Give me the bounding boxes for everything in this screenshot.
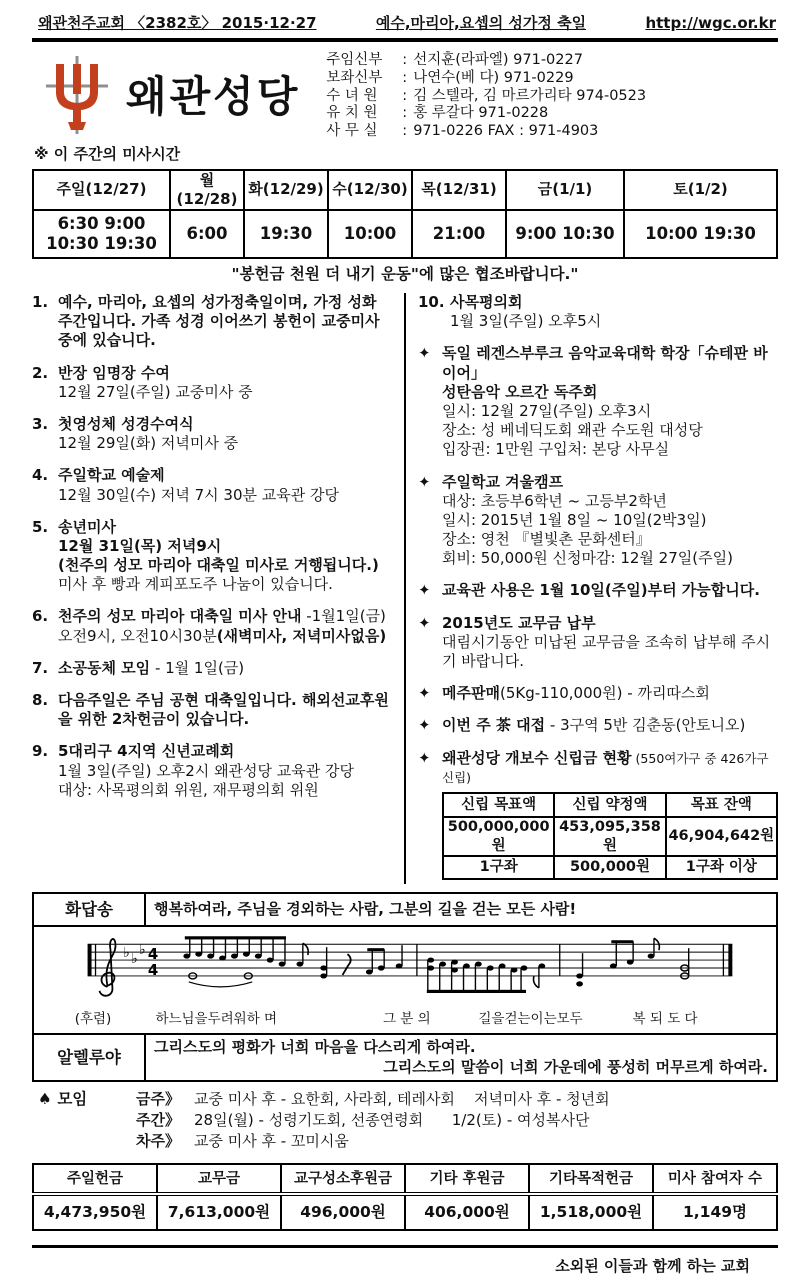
score-row (34, 927, 776, 1035)
mass-time-cell: 6:30 9:00 10:30 19:30 (33, 210, 170, 258)
notices-left-column (32, 293, 406, 884)
mass-time-cell: 19:30 (244, 210, 328, 258)
star-bullet-icon: ✦ (418, 613, 431, 632)
masthead (32, 14, 778, 42)
mass-schedule-header-row (33, 170, 777, 210)
psalm-row (34, 894, 776, 927)
notice-item-1: 1. 예수, 마리아, 요셉의 성가정축일이며, 가정 성화 주간입니다. 가족 성경 이어쓰기 봉헌이 교중미사 중에 있습니다. (32, 293, 380, 350)
finance-table (32, 1163, 778, 1231)
mass-time-cell: 10:00 (328, 210, 412, 258)
mass-time-cell: 9:00 10:30 (506, 210, 624, 258)
psalm-lyrics: (후렴) 하느님을두려워하 며 그 분 의 길을걷는이는모두 복 되 도 다 (74, 1011, 698, 1028)
alleluia-label: 알렐루야 (34, 1035, 146, 1079)
notice-item-7: 7. 소공동체 모임 - 1월 1일(금) (32, 658, 245, 677)
parish-name: 왜관성당 (126, 72, 301, 122)
mass-time-cell: 10:00 19:30 (624, 210, 777, 258)
pledge-unit-row: 1구좌 500,000원 1구좌 이상 (443, 856, 777, 879)
svg-text:4: 4 (147, 961, 159, 980)
contact-list (326, 52, 646, 140)
psalm-box (32, 892, 778, 1082)
notice-education-hall: ✦ 교육관 사용은 1월 10일(주일)부터 가능합니다. (418, 581, 760, 600)
star-bullet-icon: ✦ (418, 748, 431, 767)
svg-text:4: 4 (147, 945, 159, 964)
day-header: 목(12/31) (412, 170, 506, 210)
day-header: 화(12/29) (244, 170, 328, 210)
mass-schedule-table (32, 169, 778, 259)
refrain-label: (후렴) (74, 1011, 112, 1028)
spade-bullet-icon: ♠ (38, 1089, 52, 1108)
notice-item-6: 6. 천주의 성모 마리아 대축일 미사 안내 -1월1일(금) 오전9시, 오전10시30분(새벽미사, 저녁미사없음) (32, 607, 387, 645)
alleluia-row (34, 1035, 776, 1079)
star-bullet-icon: ✦ (418, 344, 431, 363)
mass-time-cell: 6:00 (170, 210, 244, 258)
notice-item-2: 2. 반장 임명장 수여 12월 27일(주일) 교중미사 중 (32, 363, 253, 401)
meetings-block (34, 1090, 778, 1154)
meeting-row-nextweek: 차주》 교중 미사 후 - 꼬미시움 (136, 1132, 349, 1151)
pledge-header-row: 신립 목표액 신립 약정액 목표 잔액 (443, 793, 777, 817)
meeting-row-weekday: 주간》 28일(월) - 성령기도회, 선종연령회 1/2(토) - 여성복사단 (136, 1110, 590, 1129)
notice-tea-service: ✦ 이번 주 茶 대접 - 3구역 5반 김춘동(안토니오) (418, 716, 746, 735)
parish-block (42, 52, 778, 140)
star-bullet-icon: ✦ (418, 472, 431, 491)
mass-time-cell: 21:00 (412, 210, 506, 258)
star-bullet-icon: ✦ (418, 684, 431, 703)
music-staff-icon (38, 930, 772, 1006)
notice-item-4: 4. 주일학교 예술제 12월 30일(수) 저녁 7시 30분 교육관 강당 (32, 466, 339, 504)
notice-meju-sale: ✦ 메주판매(5Kg-110,000원) - 까리따스회 (418, 684, 710, 703)
notice-item-3: 3. 첫영성체 성경수여식 12월 29일(화) 저녁미사 중 (32, 414, 239, 453)
meeting-row-thisweek: 금주》 교중 미사 후 - 요한회, 사라회, 테레사회 저녁미사 후 - 청년회 (136, 1089, 610, 1108)
notice-item-8: 8. 다음주일은 주님 공현 대축일입니다. 해외선교후원을 위한 2차헌금이 있습니다. (32, 691, 389, 729)
masthead-feast-title: 예수,마리아,요셉의 성가정 축일 (375, 14, 587, 32)
svg-text:♭: ♭ (123, 945, 130, 962)
contact-row: 사 무 실 : 971-0226 FAX : 971-4903 (326, 122, 599, 139)
day-header: 수(12/30) (328, 170, 412, 210)
notice-item-10: 10. 사목평의회 1월 3일(주일) 오후5시 (418, 293, 602, 331)
contact-row: 보좌신부 : 나연수(베 다) 971-0229 (326, 69, 574, 86)
psalm-label: 화답송 (34, 894, 146, 925)
footer-slogan: 소외된 이들과 함께 하는 교회 (555, 1257, 750, 1276)
pledge-status-table (442, 792, 778, 880)
day-header: 월(12/28) (170, 170, 244, 210)
star-bullet-icon: ✦ (418, 581, 431, 600)
mass-schedule-times-row (33, 210, 777, 258)
contact-row: 수 녀 원 : 김 스텔라, 김 마르가리타 974-0523 (326, 87, 647, 104)
psalm-text: 행복하여라, 주님을 경외하는 사람, 그분의 길을 걷는 모든 사람! (154, 900, 577, 919)
notice-organ-recital: ✦ 독일 레겐스부루크 음악교육대학 학장「슈테판 바이어」 성탄음악 오르간 독주회 일시: 12월 27일(주일) 오후3시 장소: 성 베네딕도회 왜관 수도원 대성당 입장권: 1만원 구입처: 본당 사무실 (418, 344, 768, 459)
notices (32, 293, 778, 884)
footer-rule (32, 1245, 778, 1248)
finance-header-row: 주일헌금 교무금 교구성소후원금 기타 후원금 기타목적헌금 미사 참여자 수 (33, 1164, 777, 1194)
notice-winter-camp: ✦ 주일학교 겨울캠프 대상: 초등부6학년 ~ 고등부2학년 일시: 2015년 1월 8일 ~ 10일(2박3일) 장소: 영천 『별빛촌 문화센터』 회비: 50,000원 신청마감: 12월 27일(주일) (418, 472, 733, 568)
svg-text:♭: ♭ (139, 942, 146, 959)
finance-values-row: 4,473,950원 7,613,000원 496,000원 406,000원 1,518,000원 1,149명 (33, 1194, 777, 1230)
svg-text:♭: ♭ (131, 951, 138, 968)
day-header: 토(1/2) (624, 170, 777, 210)
notices-right-column (406, 293, 778, 884)
notice-item-5: 5. 송년미사 12월 31일(목) 저녁9시 (천주의 성모 마리아 대축일 미사로 거행됩니다.) 미사 후 빵과 계피포도주 나눔이 있습니다. (32, 517, 379, 594)
masthead-url-link[interactable]: http://wgc.or.kr (645, 14, 776, 32)
campaign-notice: "봉헌금 천원 더 내기 운동"에 많은 협조바랍니다." (231, 265, 579, 284)
day-header: 주일(12/27) (33, 170, 170, 210)
notice-item-9: 9. 5대리구 4지역 신년교례회 1월 3일(주일) 오후2시 왜관성당 교육관 강당 대상: 사목평의회 위원, 재무평의회 위원 (32, 742, 355, 799)
contact-row: 유 치 원 : 홍 루갈다 971-0228 (326, 105, 549, 122)
music-score (34, 927, 776, 1033)
contact-row: 주임신부 : 선지훈(라파엘) 971-0227 (326, 52, 583, 69)
notice-renovation-pledge: ✦ 왜관성당 개보수 신립금 현황 (550여가구 중 426가구 신립) 신립 목표액 신립 약정액 목표 잔액 500,000,000원 453,095,358원 46,904,642원 1구좌 500,000원 1구좌 이상 (418, 749, 778, 880)
day-header: 금(1/1) (506, 170, 624, 210)
alleluia-text: 그리스도의 평화가 너희 마음을 다스리게 하여라. 그리스도의 말씀이 너희 가운데에 풍성히 머무르게 하여라. (154, 1038, 768, 1076)
meetings-label: ♠ 모임 (38, 1089, 88, 1108)
masthead-issue: 왜관천주교회 〈2382호〉 2015·12·27 (38, 14, 317, 32)
pledge-amount-row: 500,000,000원 453,095,358원 46,904,642원 (443, 817, 777, 856)
notice-church-dues: ✦ 2015년도 교무금 납부 대림시기동안 미납된 교무금을 조속히 납부해 주시기 바랍니다. (418, 613, 771, 671)
mass-schedule-caption: ※ 이 주간의 미사시간 (34, 144, 181, 163)
star-bullet-icon: ✦ (418, 716, 431, 735)
parish-logo-icon (42, 56, 112, 140)
